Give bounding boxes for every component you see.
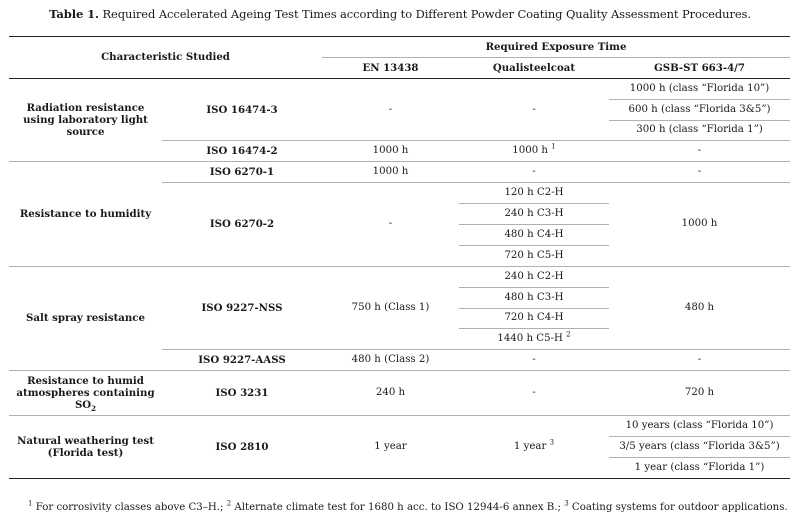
characteristic-humidity: Resistance to humidity: [9, 162, 162, 266]
cell-gsb: 300 h (class “Florida 1”): [636, 124, 763, 136]
cell-en: -: [388, 103, 393, 115]
characteristic-salt-spray: Salt spray resistance: [9, 266, 162, 370]
cell-qualisteelcoat: 720 h C4-H: [459, 308, 609, 329]
table-footnotes: [28, 499, 788, 514]
cell-en: 480 h (Class 2): [322, 350, 459, 371]
cell-qualisteelcoat: 480 h C4-H: [459, 225, 609, 246]
table-caption: [0, 7, 800, 21]
cell-gsb: 480 h: [609, 266, 790, 350]
cell-en: 1000 h: [322, 162, 459, 183]
table-label: Table 1.: [49, 7, 99, 21]
cell-gsb: 10 years (class “Florida 10”): [609, 416, 790, 437]
table-row: [9, 371, 790, 416]
cell-qualisteelcoat: -: [459, 371, 609, 416]
cell-gsb: -: [609, 141, 790, 162]
cell-gsb: -: [609, 162, 790, 183]
subscript: 2: [91, 404, 97, 414]
header-row: [9, 37, 790, 58]
cell-en: 750 h (Class 1): [322, 266, 459, 350]
cell-qualisteelcoat: -: [532, 103, 536, 115]
method-iso6270-1: ISO 6270-1: [162, 162, 322, 183]
footnote-mark: 2: [226, 499, 232, 508]
cell-gsb: 3/5 years (class “Florida 3&5”): [609, 437, 790, 458]
characteristic-so2: Resistance to humid atmospheres containing $SO_2$: [9, 371, 162, 416]
header-qualisteelcoat: Qualisteelcoat: [459, 57, 609, 78]
table-row: [9, 416, 790, 437]
footnote-ref: 2: [566, 330, 571, 339]
cell-gsb: -: [609, 350, 790, 371]
cell-qualisteelcoat: 240 h C2-H: [459, 266, 609, 287]
cell-qualisteelcoat: 480 h C3-H: [459, 287, 609, 308]
footnote-ref: 1: [551, 142, 556, 151]
method-iso9227-aass: ISO 9227-AASS: [162, 350, 322, 371]
footnote-mark: 1: [28, 499, 33, 508]
characteristic-radiation: Radiation resistance using laboratory light source: [23, 101, 148, 139]
cell-en: 1 year: [322, 416, 459, 479]
cell-gsb: 1000 h (class “Florida 10”): [609, 78, 790, 99]
method-iso2810: ISO 2810: [162, 416, 322, 479]
table-title: Required Accelerated Ageing Test Times according to Different Powder Coating Quality Assessment Procedures.: [102, 7, 751, 21]
method-iso3231: ISO 3231: [162, 371, 322, 416]
cell-qualisteelcoat: 240 h C3-H: [459, 204, 609, 225]
table-row: [9, 162, 790, 183]
cell-gsb: 720 h: [609, 371, 790, 416]
footnote-3: Coating systems for outdoor applications.: [571, 502, 788, 513]
method-iso16474-3: ISO 16474-3: [206, 103, 278, 116]
cell-qualisteelcoat: 1000 h $^1$: [459, 141, 609, 162]
method-iso16474-2: ISO 16474-2: [162, 141, 322, 162]
header-characteristic: Characteristic Studied: [9, 37, 322, 79]
cell-qualisteelcoat: -: [459, 162, 609, 183]
table-row: [9, 78, 790, 99]
method-iso6270-2: ISO 6270-2: [162, 183, 322, 267]
footnote-1: For corrosivity classes above C3–H.;: [35, 502, 224, 513]
cell-gsb: 1000 h: [609, 183, 790, 267]
header-gsb: GSB-ST 663-4/7: [609, 57, 790, 78]
characteristic-weathering: Natural weathering test (Florida test): [9, 416, 162, 479]
cell-en: 1000 h: [322, 141, 459, 162]
cell-qualisteelcoat: 1 year $^3$: [459, 416, 609, 479]
method-iso9227-nss: ISO 9227-NSS: [162, 266, 322, 350]
cell-en: -: [322, 183, 459, 267]
header-exposure-time: Required Exposure Time: [322, 37, 790, 58]
exposure-time-table: [9, 36, 790, 479]
cell-qualisteelcoat: -: [459, 350, 609, 371]
table-row: [9, 266, 790, 287]
footnote-mark: 3: [564, 499, 569, 508]
cell-gsb: 600 h (class “Florida 3&5”): [609, 99, 790, 120]
cell-qualisteelcoat: 1440 h C5-H $^2$: [497, 330, 571, 345]
cell-en: 240 h: [322, 371, 459, 416]
cell-qualisteelcoat: 720 h C5-H: [504, 249, 564, 261]
cell-qualisteelcoat: 120 h C2-H: [459, 183, 609, 204]
cell-gsb: 1 year (class “Florida 1”): [609, 458, 790, 479]
header-en13438: EN 13438: [322, 57, 459, 78]
footnote-2: Alternate climate test for 1680 h acc. to ISO 12944-6 annex B.;: [234, 502, 561, 513]
footnote-ref: 3: [549, 438, 555, 447]
